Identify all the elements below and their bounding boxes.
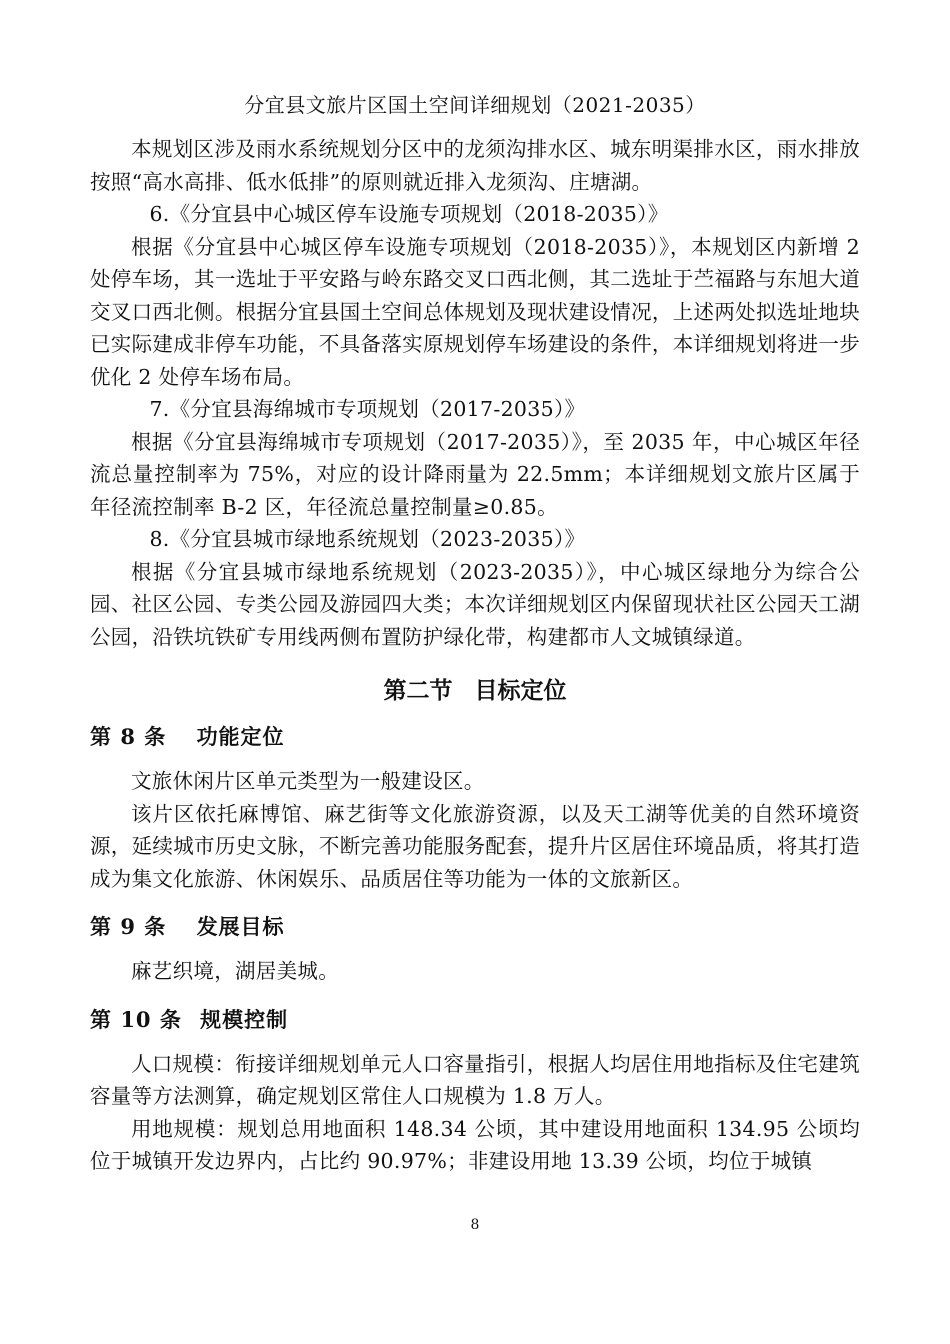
article-number: 8 (120, 724, 136, 749)
article-10-heading (90, 1004, 860, 1036)
article-suffix: 条 (159, 1006, 182, 1032)
article-prefix: 第 (90, 724, 112, 749)
running-header: 分宜县文旅片区国土空间详细规划（2021-2035） (244, 93, 706, 117)
article-9-heading (90, 911, 860, 943)
reference-title-sponge-city: 7.《分宜县海绵城市专项规划（2017-2035）》 (149, 397, 586, 421)
article-name: 规模控制 (200, 1006, 289, 1032)
section-title: 目标定位 (474, 678, 567, 704)
article-8-heading (90, 721, 860, 753)
article-suffix: 条 (144, 724, 167, 749)
paragraph-population-scale: 人口规模：衔接详细规划单元人口容量指引，根据人均居住用地指标及住宅建筑容量等方法测算，确定规划区常住人口规模为 1.8 万人。 (90, 1051, 860, 1108)
paragraph-green-space: 根据《分宜县城市绿地系统规划（2023-2035）》，中心城区绿地分为综合公园、社区公园、专类公园及游园四大类；本次详细规划区内保留现状社区公园天工湖公园，沿铁坑铁矿专用线两侧布置防护绿化带，构建都市人文城镇绿道。 (90, 559, 860, 649)
article-prefix: 第 (90, 914, 112, 939)
page-number: 8 (470, 1217, 480, 1233)
paragraph-rainwater: 本规划区涉及雨水系统规划分区中的龙须沟排水区、城东明渠排水区，雨水排放按照“高水高排、低水低排”的原则就近排入龙须沟、庄塘湖。 (90, 137, 860, 194)
paragraph-unit-type: 文旅休闲片区单元类型为一般建设区。 (131, 769, 485, 793)
article-prefix: 第 (90, 1006, 112, 1032)
paragraph-land-scale: 用地规模：规划总用地面积 148.34 公顷，其中建设用地面积 134.95 公顷均位于城镇开发边界内，占比约 90.97%；非建设用地 13.39 公顷，均位于城镇 (90, 1116, 860, 1173)
article-name: 功能定位 (196, 724, 285, 749)
reference-title-green-space: 8.《分宜县城市绿地系统规划（2023-2035）》 (149, 527, 586, 551)
article-name: 发展目标 (196, 914, 285, 939)
reference-title-parking: 6.《分宜县中心城区停车设施专项规划（2018-2035）》 (149, 202, 669, 226)
article-suffix: 条 (144, 914, 167, 939)
article-number: 9 (120, 914, 136, 939)
paragraph-parking: 根据《分宜县中心城区停车设施专项规划（2018-2035）》，本规划区内新增 2 处停车场，其一选址于平安路与岭东路交叉口西北侧，其二选址于苎福路与东旭大道交叉口西北侧。根据分宜县国土空间总体规划及现状建设情况，上述两处拟选址地块已实际建成非停车功能，不具备落实原规划停车场建设的条件，本详细规划将进一步优化 2 处停车场布局。 (90, 234, 860, 389)
section-number: 第二节 (383, 678, 453, 704)
article-number: 10 (120, 1006, 152, 1032)
section-heading (90, 675, 860, 707)
paragraph-sponge-city: 根据《分宜县海绵城市专项规划（2017-2035）》，至 2035 年，中心城区年径流总量控制率为 75%，对应的设计降雨量为 22.5mm；本详细规划文旅片区属于年径流控制率 B-2 区，年径流总量控制量≥0.85。 (90, 429, 860, 519)
paragraph-positioning: 该片区依托麻博馆、麻艺街等文化旅游资源，以及天工湖等优美的自然环境资源，延续城市历史文脉，不断完善功能服务配套，提升片区居住环境品质，将其打造成为集文化旅游、休闲娱乐、品质居住等功能为一体的文旅新区。 (90, 801, 860, 891)
page-body (90, 133, 860, 1178)
paragraph-development-goal: 麻艺织境，湖居美城。 (131, 959, 339, 983)
